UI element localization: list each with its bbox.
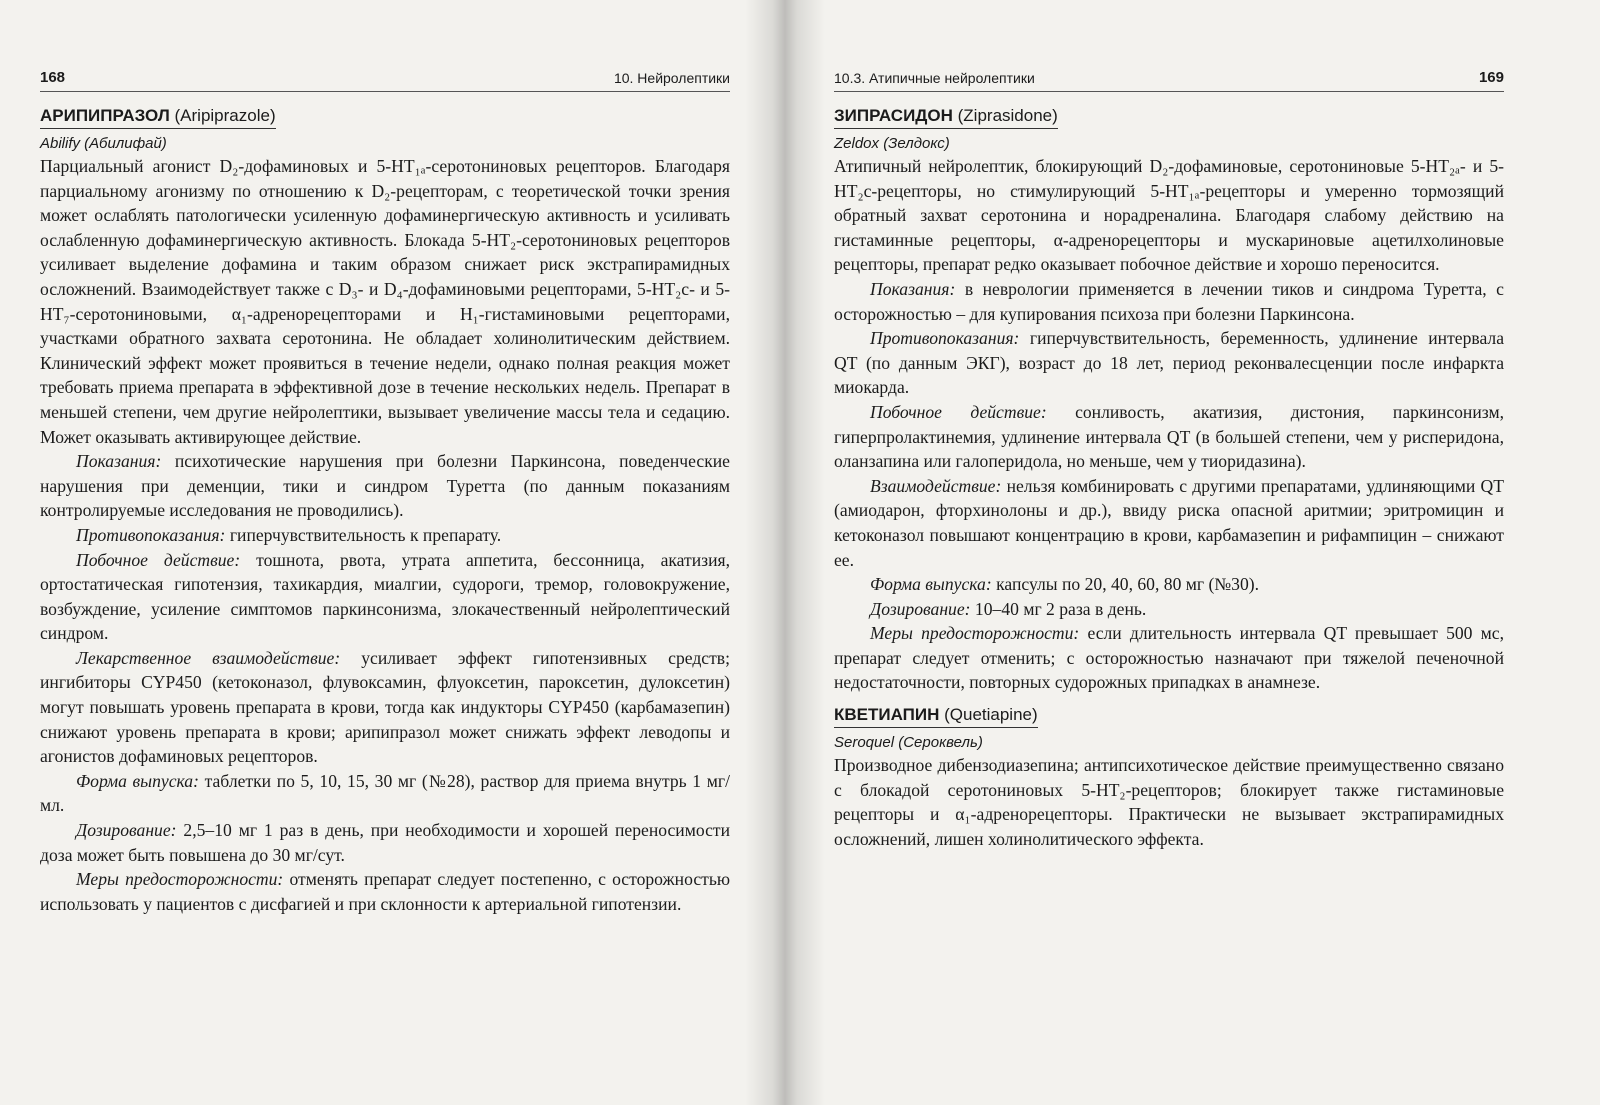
paragraph-text: отменять препарат следует постепенно, с осторожностью использовать у пациентов с дисфагией и при склонности к артериальной гипотензии. [40,869,730,914]
trade-name: Seroquel (Сероквель) [834,734,983,752]
drug-entry-aripiprazole [40,106,730,916]
paragraph [834,277,1504,326]
drug-name [834,106,1058,129]
section-label: Дозирование: [76,820,177,841]
paragraph-text: гиперчувствительность, беременность, удлинение интервала QT (по данным ЭКГ), возраст до 18 лет, период реконвалесценции после инфаркта миокарда. [834,328,1504,398]
paragraph-text: нельзя комбинировать с другими препаратами, удлиняющими QT (амиодарон, фторхинолоны и др.), ввиду риска опасной аритмии; эритромицин и кетоконазол повышают концентрацию в крови, карбамазепин и рифампицин – снижают ее. [834,475,1504,570]
section-label: Лекарственное взаимодействие: [76,647,341,668]
drug-description [834,753,1504,851]
section-label: Форма выпуска: [76,770,199,791]
paragraph [834,621,1504,695]
drug-name [834,705,1038,728]
paragraph [40,769,730,818]
chapter-title: 10.3. Атипичные нейролептики [834,70,1035,86]
paragraph [40,449,730,523]
trade-name: Zeldox (Зелдокс) [834,135,950,152]
paragraph-text: усиливает эффект гипотензивных средств; ингибиторы CYP450 (кетоконазол, флувоксамин, флуоксетин, пароксетин, дулоксетин) могут повышать уровень препарата в крови, тогда как индукторы CYP450 (карбамазепин) снижают уровень препарата в крови; арипипразол может снижать эффект леводопы и агонистов дофаминовых рецепторов. [40,647,730,767]
paragraph [834,597,1504,622]
paragraph-text: Атипичный нейролептик, блокирующий D₂-дофаминовые, серотониновые 5-HT₂ₐ- и 5-HT₂c-рецепторы, но стимулирующий 5-HT₁ₐ-рецепторы и умеренно тормозящий обратный захват серотонина и норадреналина. Благодаря слабому действию на гистаминные рецепторы, α-адренорецепторы и мускариновые ацетилхолиновые рецепторы, препарат редко оказывает побочное действие и хорошо переносится. [834,156,1504,275]
section-label: Побочное действие: [76,549,241,570]
paragraph [40,154,730,449]
paragraph-text: Парциальный агонист D₂-дофаминовых и 5-HT₁ₐ-серотониновых рецепторов. Благодаря парциальному агонизму по отношению к D₂-рецепторам, с теоретической точки зрения может ослаблять патологически усиленную дофаминергическую активность и усиливать ослабленную дофаминергическую активность. Блокада 5-HT₂-серотониновых рецепторов усиливает выделение дофамина и таким образом снижает риск экстрапирамидных осложнений. Взаимодействует также с D₃- и D₄-дофаминовыми рецепторами, 5-HT₂c- и 5-HT₇-серотониновыми, α₁-адренорецепторами и H₁-гистаминовыми рецепторами, участками обратного захвата серотонина. Не обладает холинолитическим действием. Клинический эффект может проявиться в течение недели, однако полная реакция может требовать приема препарата в эффективной дозе в течение нескольких недель. Препарат в меньшей степени, чем другие нейролептики, вызывает увеличение массы тела и седацию. Может оказывать активирующее действие. [40,156,730,447]
paragraph [40,818,730,867]
drug-heading [834,705,1504,732]
section-label: Меры предосторожности: [76,869,284,890]
page-number: 168 [40,69,66,86]
paragraph-text: 10–40 мг 2 раза в день. [970,598,1147,619]
paragraph [40,867,730,916]
drug-heading [834,106,1504,133]
paragraph-text: капсулы по 20, 40, 60, 80 мг (№30). [991,574,1260,595]
drug-name-latin: (Ziprasidone) [957,106,1058,125]
paragraph-text: Производное дибензодиазепина; антипсихотическое действие преимущественно связано с блокадой серотониновых 5-HT₂-рецепторов; блокирует также гистаминовые рецепторы и α₁-адренорецепторы. Практически не вызывает экстрапирамидных осложнений, лишен холинолитического эффекта. [834,755,1504,849]
drug-description [40,154,730,916]
drug-entry-ziprasidone [834,106,1504,695]
right-running-head [834,64,1504,92]
paragraph [834,400,1504,474]
chapter-title: 10. Нейролептики [613,70,730,86]
paragraph [834,326,1504,400]
section-label: Побочное действие: [870,401,1047,422]
paragraph-text: если длительность интервала QT превышает 500 мс, препарат следует отменить; с осторожностью назначают при тяжелой печеночной недостаточности, повторных судорожных припадках в анамнезе. [834,623,1504,693]
left-running-head [40,64,730,92]
paragraph [834,154,1504,277]
section-label: Противопоказания: [76,524,226,545]
paragraph [834,474,1504,572]
right-page [780,0,1600,1105]
drug-name-latin: (Aripiprazole) [174,106,276,125]
paragraph-text: таблетки по 5, 10, 15, 30 мг (№28), раствор для приема внутрь 1 мг/мл. [40,770,730,816]
drug-name-ru: КВЕТИАПИН [834,705,940,725]
drug-name-ru: АРИПИПРАЗОЛ [40,106,170,125]
paragraph [40,548,730,646]
paragraph [834,753,1504,851]
paragraph-text: 2,5–10 мг 1 раз в день, при необходимости и хорошей переносимости доза может быть повышена до 30 мг/сут. [40,820,730,865]
paragraph [40,523,730,548]
section-label: Противопоказания: [870,328,1020,349]
drug-name-ru: ЗИПРАСИДОН [834,106,953,125]
paragraph-text: психотические нарушения при болезни Паркинсона, поведенческие нарушения при деменции, тики и синдром Туретта (по данным показаниям контролируемые исследования не проводились). [40,451,730,521]
section-label: Дозирование: [870,598,971,619]
section-label: Форма выпуска: [870,574,992,595]
trade-name: Abilify (Абилифай) [40,135,167,152]
section-label: Показания: [870,278,956,299]
drug-entry-quetiapine [834,705,1504,851]
page-number: 169 [1478,69,1504,86]
paragraph-text: тошнота, рвота, утрата аппетита, бессонница, акатизия, ортостатическая гипотензия, тахикардия, миалгии, судороги, тремор, головокружение, возбуждение, усиление симптомов паркинсонизма, злокачественный нейролептический синдром. [40,549,731,644]
drug-name-latin: (Quetiapine) [944,705,1038,725]
paragraph-text: в неврологии применяется в лечении тиков и синдрома Туретта, с осторожностью – для купирования психоза при болезни Паркинсона. [834,278,1504,324]
section-label: Показания: [76,451,162,472]
left-page [0,0,780,1105]
section-label: Меры предосторожности: [870,623,1080,644]
paragraph [834,572,1504,597]
section-label: Взаимодействие: [870,475,1002,496]
paragraph [40,646,730,769]
paragraph-text: гиперчувствительность к препарату. [225,524,502,545]
drug-description [834,154,1504,695]
drug-heading [40,106,730,133]
drug-name [40,106,276,129]
paragraph-text: сонливость, акатизия, дистония, паркинсонизм, гиперпролактинемия, удлинение интервала QT (в большей степени, чем у рисперидона, оланзапина или галоперидола, но меньше, чем у тиоридазина). [834,401,1504,472]
section-gap [834,695,1504,705]
